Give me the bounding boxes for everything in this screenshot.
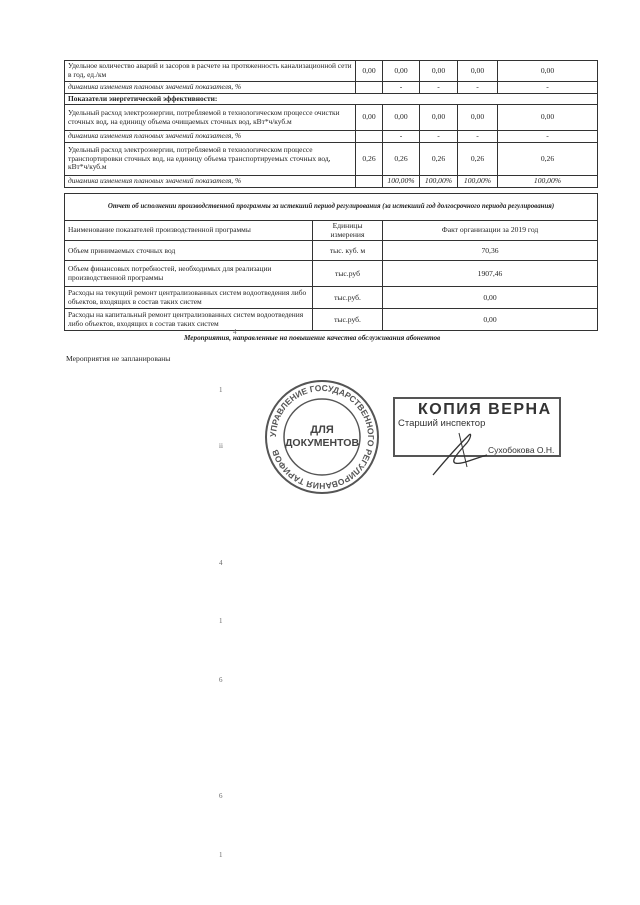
value-cell: 0,00 [420,105,458,131]
value-cell: 0,26 [356,142,383,175]
table-row [65,175,598,187]
value-cell: 0,00 [458,61,498,82]
table-row [65,287,598,309]
column-header: Наименование показателей производственной программы [65,221,313,241]
signature-icon [425,425,495,480]
stamp-seal-icon [263,378,381,496]
row-label: Удельный расход электроэнергии, потребляемой в технологическом процессе очистки сточных вод, на единицу объема очищаемых сточных вод, кВт*ч/куб.м [65,105,356,131]
value-cell: - [420,131,458,143]
row-label: динамика изменения плановых значений показателя, % [65,82,356,94]
stray-mark: 6 [219,792,223,800]
value-cell: - [458,82,498,94]
report-title-row [65,194,598,221]
column-header: Единицы измерения [313,221,383,241]
stray-mark: 6 [219,676,223,684]
table-row [65,142,598,175]
row-label: Расходы на текущий ремонт централизованных систем водоотведения либо объектов, входящих в состав таких систем [65,287,313,309]
stamp-center-line1: ДЛЯ [310,424,334,436]
row-label: Расходы на капитальный ремонт централизованных систем водоотведения либо объектов, входящих в состав таких систем [65,309,313,331]
stray-mark: ii [219,442,223,450]
value-cell: - [458,131,498,143]
fact-cell: 0,00 [383,309,598,331]
value-cell: - [383,82,420,94]
value-cell: 0,00 [420,61,458,82]
table-row [65,61,598,82]
stray-mark: 1 [219,386,223,394]
column-header: Факт организации за 2019 год [383,221,598,241]
table-row [65,241,598,261]
round-stamp [263,378,381,496]
value-cell: 0,26 [420,142,458,175]
fact-cell: 0,00 [383,287,598,309]
header-row [65,221,598,241]
value-cell: 100,00% [458,175,498,187]
stray-mark: 1 [219,617,223,625]
value-cell: 100,00% [383,175,420,187]
value-cell: 0,26 [458,142,498,175]
value-cell: 0,00 [498,61,598,82]
value-cell: 0,00 [498,105,598,131]
table-row [65,309,598,331]
stray-mark: 4 [219,559,223,567]
report-title: Отчет об исполнении производственной программы за истекший период регулирования (за истекший год долгосрочного периода регулирования) [65,194,598,221]
table-row [65,131,598,143]
measures-heading: Мероприятия, направленные на повышение качества обслуживания абонентов [184,334,441,342]
unit-cell: тыс.руб. [313,309,383,331]
table-row [65,261,598,287]
row-label: Объем финансовых потребностей, необходимых для реализации производственной программы [65,261,313,287]
copy-stamp-role: Старший инспектор [398,418,486,429]
row-label: Удельный расход электроэнергии, потребляемой в технологическом процессе транспортировки сточных вод, на единицу объема транспортируемых сточных вод, кВт*ч/куб.м [65,142,356,175]
unit-cell: тыс. куб. м [313,241,383,261]
value-cell [356,82,383,94]
measures-text: Мероприятия не запланированы [66,354,171,363]
stray-mark: 4 [233,328,237,336]
indicators-table [64,60,598,188]
value-cell: 0,00 [383,105,420,131]
unit-cell: тыс.руб [313,261,383,287]
stray-mark: 1 [219,851,223,859]
value-cell: - [498,82,598,94]
value-cell: - [420,82,458,94]
value-cell: 0,26 [383,142,420,175]
stamp-ring-text: УПРАВЛЕНИЕ ГОСУДАРСТВЕННОГО РЕГУЛИРОВАНИЯ ТАРИФОВ [267,382,377,492]
fact-cell: 1907,46 [383,261,598,287]
table-row [65,82,598,94]
unit-cell: тыс.руб. [313,287,383,309]
table-row [65,93,598,105]
row-label: динамика изменения плановых значений показателя, % [65,131,356,143]
value-cell [356,131,383,143]
value-cell: 100,00% [498,175,598,187]
value-cell: 0,00 [356,61,383,82]
row-label: Объем принимаемых сточных вод [65,241,313,261]
report-table [64,193,598,331]
section-header: Показатели энергетической эффективности: [65,93,598,105]
row-label: динамика изменения плановых значений показателя, % [65,175,356,187]
value-cell: 100,00% [420,175,458,187]
value-cell [356,175,383,187]
copy-stamp-name: Сухобокова О.Н. [488,445,555,455]
value-cell: 0,00 [356,105,383,131]
copy-stamp-title: КОПИЯ ВЕРНА [418,401,552,418]
value-cell: 0,00 [458,105,498,131]
value-cell: 0,00 [383,61,420,82]
fact-cell: 70,36 [383,241,598,261]
value-cell: - [498,131,598,143]
row-label: Удельное количество аварий и засоров в расчете на протяженность канализационной сети в год, ед./км [65,61,356,82]
value-cell: - [383,131,420,143]
table-row [65,105,598,131]
value-cell: 0,26 [498,142,598,175]
stamp-center-line2: ДОКУМЕНТОВ [284,437,360,449]
